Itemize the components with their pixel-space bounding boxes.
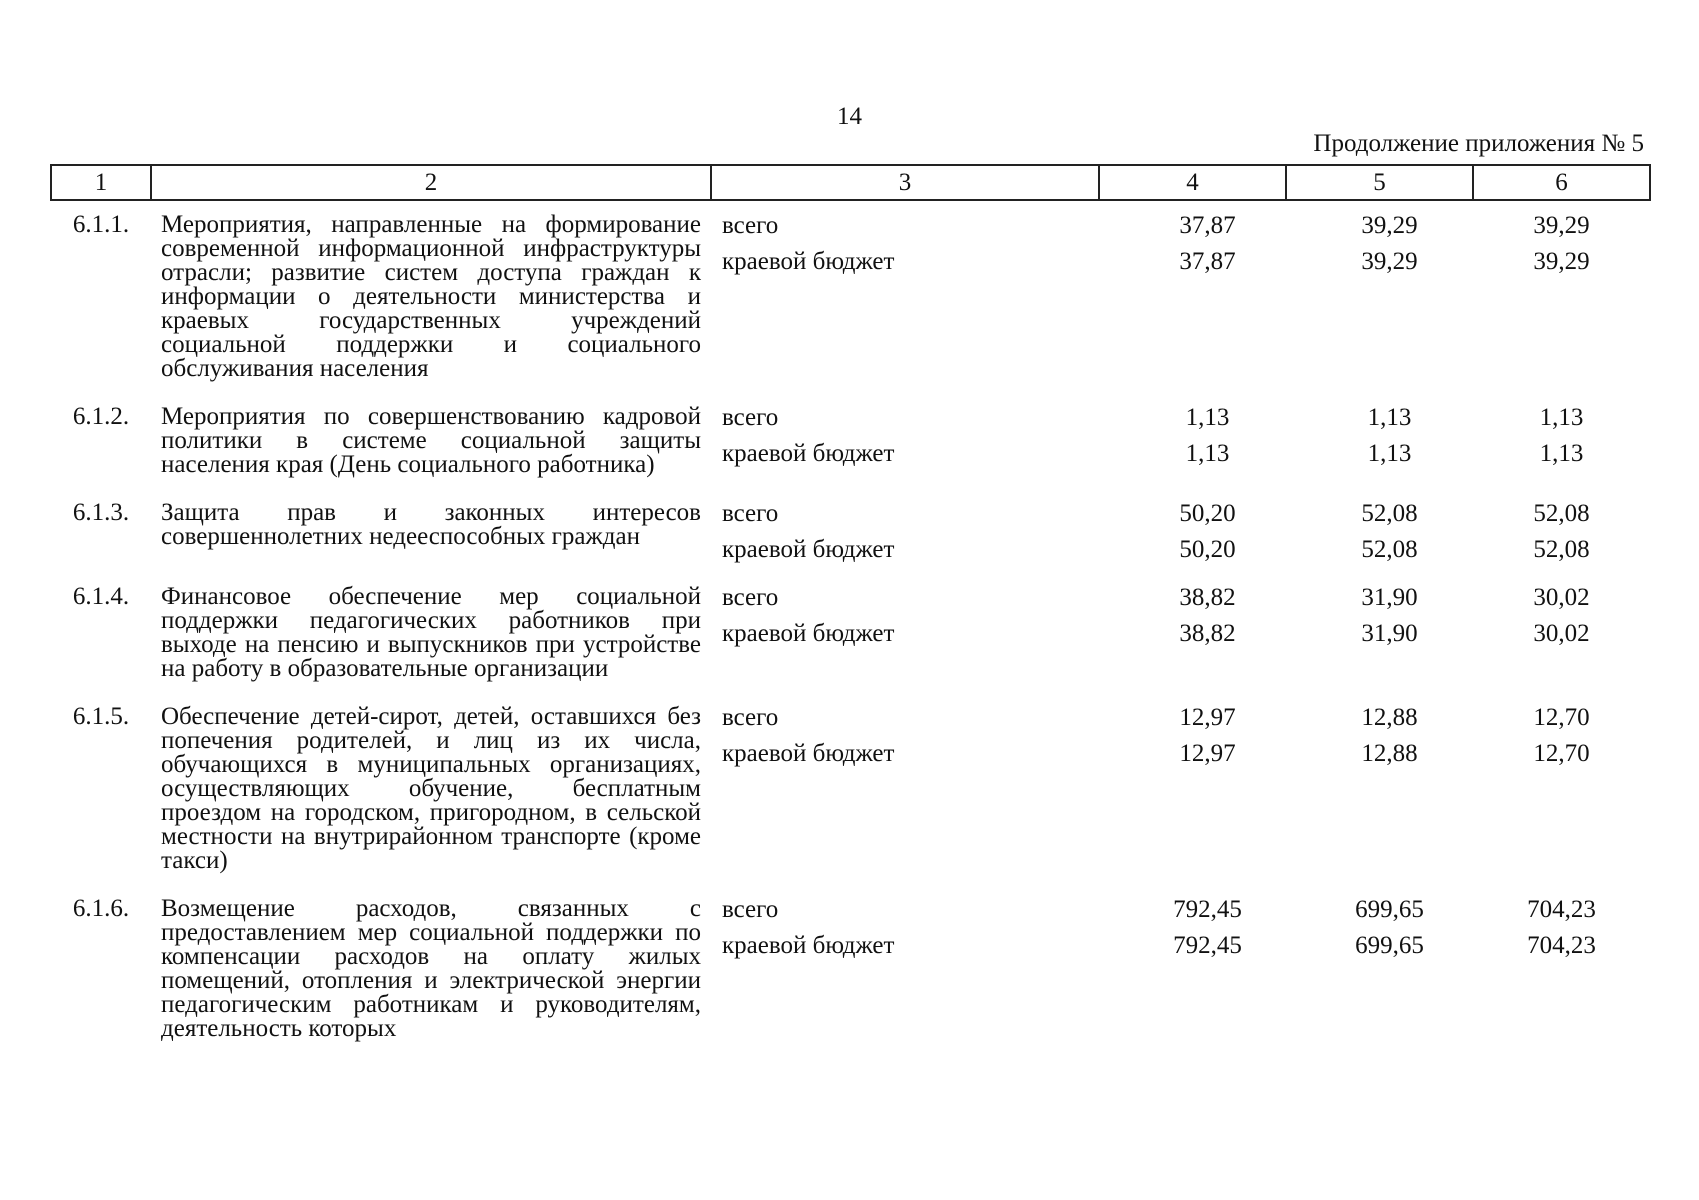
value-total: 52,08 (1361, 500, 1418, 527)
source-regional: краевой бюджет (722, 248, 895, 275)
table-row (51, 393, 1650, 489)
value-col-5 (1286, 200, 1473, 393)
value-col-4 (1099, 489, 1286, 573)
value-col-6 (1473, 200, 1650, 393)
source-regional: краевой бюджет (722, 740, 895, 767)
table-row (51, 693, 1650, 885)
value-regional: 792,45 (1173, 932, 1242, 959)
source-total: всего (722, 896, 779, 923)
value-col-5 (1286, 393, 1473, 489)
page-number: 14 (837, 103, 862, 130)
item-number: 6.1.1. (72, 211, 130, 238)
value-col-5 (1286, 573, 1473, 693)
funding-source (711, 489, 1099, 573)
value-total: 12,70 (1533, 704, 1590, 731)
source-total: всего (722, 404, 779, 431)
value-total: 39,29 (1361, 212, 1418, 239)
source-regional: краевой бюджет (722, 536, 895, 563)
value-regional: 1,13 (1539, 440, 1584, 467)
funding-source (711, 885, 1099, 1053)
item-number: 6.1.3. (72, 499, 130, 526)
column-header-3: 3 (711, 165, 1099, 200)
value-regional: 31,90 (1361, 620, 1418, 647)
value-col-4 (1099, 885, 1286, 1053)
funding-source (711, 573, 1099, 693)
item-description: Финансовое обеспечение мер социальной поддержки педагогических работников при выходе на пенсию и выпускников при устройстве на работу в образовательные организации (161, 583, 701, 682)
value-col-6 (1473, 885, 1650, 1053)
value-total: 37,87 (1179, 212, 1236, 239)
value-total: 38,82 (1179, 584, 1236, 611)
value-total: 1,13 (1185, 404, 1230, 431)
value-total: 12,97 (1179, 704, 1236, 731)
source-regional: краевой бюджет (722, 932, 895, 959)
value-regional: 39,29 (1533, 248, 1590, 275)
item-number: 6.1.2. (72, 403, 130, 430)
item-description: Защита прав и законных интересов совершеннолетних недееспособных граждан (161, 499, 701, 550)
source-total: всего (722, 500, 779, 527)
value-col-6 (1473, 489, 1650, 573)
value-total: 30,02 (1533, 584, 1590, 611)
item-description: Возмещение расходов, связанных с предоставлением мер социальной поддержки по компенсации расходов на оплату жилых помещений, отопления и электрической энергии педагогическим работникам и руководителям, деятельность которых (161, 895, 701, 1042)
table-row (51, 489, 1650, 573)
value-regional: 1,13 (1185, 440, 1230, 467)
value-total: 39,29 (1533, 212, 1590, 239)
funding-source (711, 693, 1099, 885)
value-col-5 (1286, 693, 1473, 885)
item-description: Мероприятия, направленные на формирование современной информационной инфраструктуры отрасли; развитие систем доступа граждан к информации о деятельности министерства и краевых государственных учреждений социальной поддержки и социального обслуживания населения (161, 211, 701, 382)
value-total: 31,90 (1361, 584, 1418, 611)
value-total: 52,08 (1533, 500, 1590, 527)
column-header-6: 6 (1473, 165, 1650, 200)
value-regional: 39,29 (1361, 248, 1418, 275)
value-col-4 (1099, 393, 1286, 489)
value-total: 1,13 (1539, 404, 1584, 431)
value-total: 699,65 (1355, 896, 1424, 923)
item-number: 6.1.4. (72, 583, 130, 610)
column-header-2: 2 (151, 165, 711, 200)
column-header-1: 1 (51, 165, 151, 200)
item-description: Мероприятия по совершенствованию кадровой политики в системе социальной защиты населения края (День социального работника) (161, 403, 701, 478)
value-regional: 704,23 (1527, 932, 1596, 959)
value-regional: 1,13 (1367, 440, 1412, 467)
value-regional: 52,08 (1361, 536, 1418, 563)
value-regional: 52,08 (1533, 536, 1590, 563)
table-row (51, 200, 1650, 393)
source-regional: краевой бюджет (722, 620, 895, 647)
value-regional: 50,20 (1179, 536, 1236, 563)
value-col-6 (1473, 393, 1650, 489)
table-row (51, 573, 1650, 693)
value-regional: 12,88 (1361, 740, 1418, 767)
value-regional: 699,65 (1355, 932, 1424, 959)
value-col-5 (1286, 489, 1473, 573)
table-row (51, 885, 1650, 1053)
item-number: 6.1.5. (72, 703, 130, 730)
item-description: Обеспечение детей-сирот, детей, оставшихся без попечения родителей, и лиц из их числа, обучающихся в муниципальных организациях, осуществляющих обучение, бесплатным проездом на городском, пригородном, в сельской местности на внутрирайонном транспорте (кроме такси) (161, 703, 701, 874)
value-total: 1,13 (1367, 404, 1412, 431)
column-header-4: 4 (1099, 165, 1286, 200)
value-col-5 (1286, 885, 1473, 1053)
source-total: всего (722, 212, 779, 239)
column-number-header-row (51, 165, 1650, 200)
source-total: всего (722, 704, 779, 731)
value-regional: 12,70 (1533, 740, 1590, 767)
value-col-4 (1099, 200, 1286, 393)
source-regional: краевой бюджет (722, 440, 895, 467)
appendix-table (50, 164, 1651, 1053)
value-col-6 (1473, 573, 1650, 693)
value-regional: 12,97 (1179, 740, 1236, 767)
source-total: всего (722, 584, 779, 611)
value-total: 12,88 (1361, 704, 1418, 731)
value-col-4 (1099, 693, 1286, 885)
value-regional: 30,02 (1533, 620, 1590, 647)
value-total: 50,20 (1179, 500, 1236, 527)
funding-source (711, 393, 1099, 489)
value-regional: 38,82 (1179, 620, 1236, 647)
value-total: 792,45 (1173, 896, 1242, 923)
value-col-6 (1473, 693, 1650, 885)
value-regional: 37,87 (1179, 248, 1236, 275)
item-number: 6.1.6. (72, 895, 130, 922)
column-header-5: 5 (1286, 165, 1473, 200)
value-total: 704,23 (1527, 896, 1596, 923)
value-col-4 (1099, 573, 1286, 693)
funding-source (711, 200, 1099, 393)
continuation-note: Продолжение приложения № 5 (1313, 130, 1644, 157)
